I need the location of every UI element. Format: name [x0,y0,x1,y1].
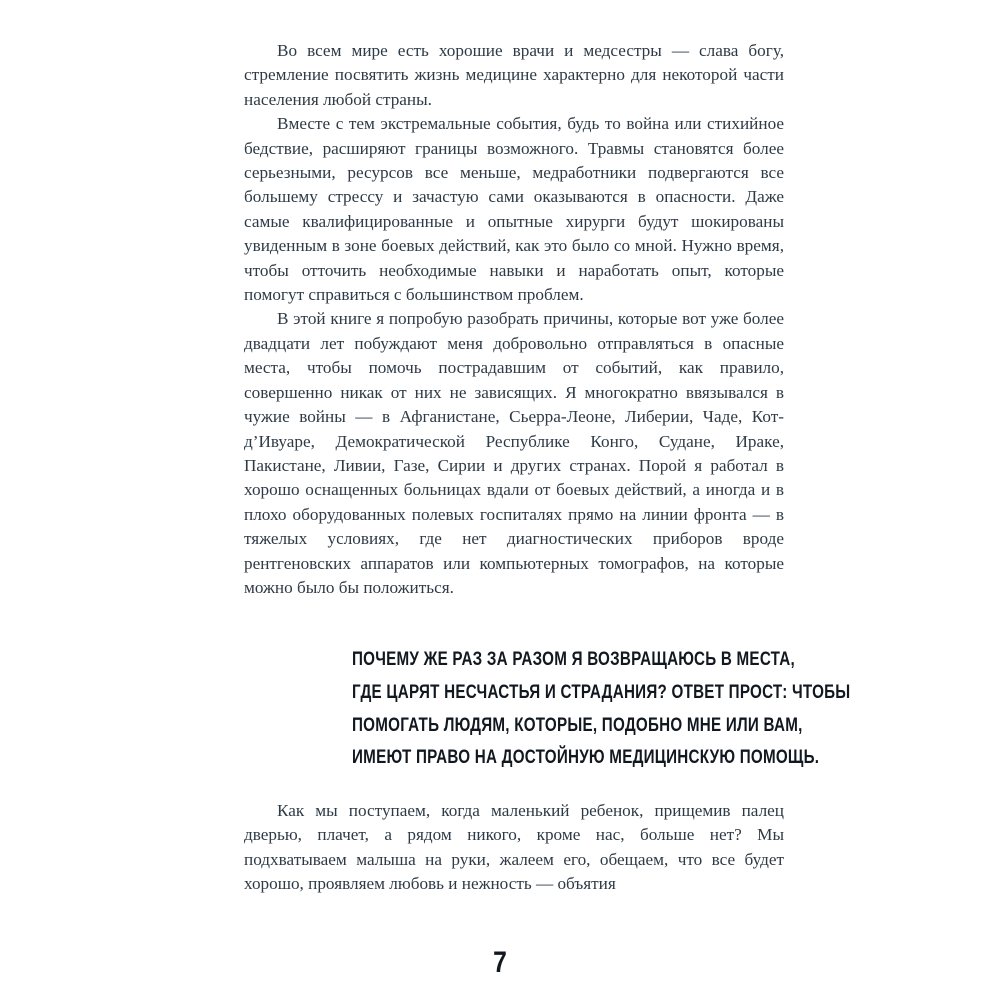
body-paragraph-3: В этой книге я попробую разобрать причины, которые вот уже более двадцати лет побуждают меня добровольно отправляться в опасные места, чтобы помочь пострадавшим от событий, как правило, совершенно никак от них не зависящих. Я многократно ввязывался в чужие войны — в Афганистане, Сьерра-Леоне, Либерии, Чаде, Кот-д’Ивуаре, Демократической Республике Конго, Судане, Ираке, Пакистане, Ливии, Газе, Сирии и других странах. Порой я работал в хорошо оснащенных больницах вдали от боевых действий, а иногда и в плохо оборудованных полевых госпиталях прямо на линии фронта — в тяжелых условиях, где нет диагностических приборов вроде рентгеновских аппаратов или компьютерных томографов, на которые можно было бы положиться. [244,309,784,597]
pull-quote [352,644,851,774]
pull-quote-line: ПОЧЕМУ ЖЕ РАЗ ЗА РАЗОМ Я ВОЗВРАЩАЮСЬ В МЕСТА, [352,649,795,671]
body-paragraph-1: Во всем мире есть хорошие врачи и медсестры — слава богу, стремление посвятить жизнь медицине характерно для некоторой части населения любой страны. [244,41,784,109]
pull-quote-line: ПОМОГАТЬ ЛЮДЯМ, КОТОРЫЕ, ПОДОБНО МНЕ ИЛИ ВАМ, [352,714,803,736]
body-paragraph-4: Как мы поступаем, когда маленький ребенок, прищемив палец дверью, плачет, а рядом никого, кроме нас, больше нет? Мы подхватываем малыша на руки, жалеем его, обещаем, что все будет хорошо, проявляем любовь и нежность — объятия [244,800,784,893]
pull-quote-line: ИМЕЮТ ПРАВО НА ДОСТОЙНУЮ МЕДИЦИНСКУЮ ПОМОЩЬ. [352,747,820,769]
page-number: 7 [493,946,507,979]
pull-quote-line: ГДЕ ЦАРЯТ НЕСЧАСТЬЯ И СТРАДАНИЯ? ОТВЕТ ПРОСТ: ЧТОБЫ [352,681,851,703]
body-paragraph-2: Вместе с тем экстремальные события, будь то война или стихийное бедствие, расширяют границы возможного. Травмы становятся более серьезными, ресурсов все меньше, медработники подвергаются все большему стрессу и зачастую сами оказываются в опасности. Даже самые квалифицированные и опытные хирурги будут шокированы увиденным в зоне боевых действий, как это было со мной. Нужно время, чтобы отточить необходимые навыки и наработать опыт, которые помогут справиться с большинством проблем. [244,114,784,305]
text-column [244,39,851,896]
